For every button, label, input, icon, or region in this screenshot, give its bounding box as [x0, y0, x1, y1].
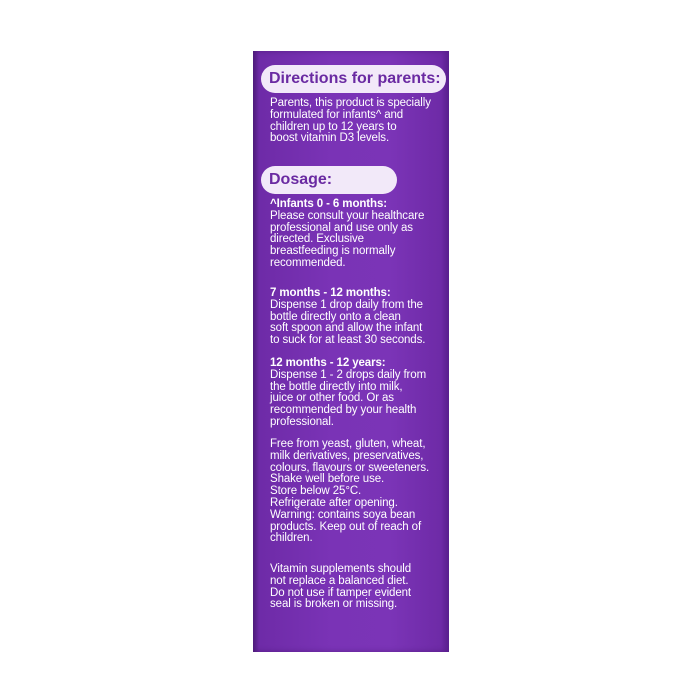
vitamin-warning-line: seal is broken or missing. — [270, 598, 398, 611]
infants-line: Please consult your healthcare — [270, 209, 425, 222]
twelve-months-to-years-heading: 12 months - 12 years: — [270, 357, 386, 369]
intro-line: children up to 12 years to — [270, 120, 397, 133]
panel-left-edge — [253, 51, 259, 652]
seven-to-twelve-months-line: Dispense 1 drop daily from the — [270, 298, 423, 311]
directions-heading: Directions for parents: — [261, 65, 446, 93]
intro-line: formulated for infants^ and — [270, 108, 404, 121]
free-from-line: Shake well before use. — [270, 473, 385, 486]
vitamin-warning-line: not replace a balanced diet. — [270, 574, 409, 587]
twelve-months-to-years-line: the bottle directly into milk, — [270, 380, 403, 393]
seven-to-twelve-months-line: to suck for at least 30 seconds. — [270, 334, 426, 347]
infants-dosage-section — [270, 199, 448, 270]
vitamin-warning-line: Vitamin supplements should — [270, 563, 412, 575]
seven-to-twelve-months-heading: 7 months - 12 months: — [270, 287, 391, 299]
infants-line: directed. Exclusive — [270, 233, 364, 246]
free-from-line: children. — [270, 532, 313, 545]
twelve-months-to-years-line: professional. — [270, 415, 334, 428]
directions-intro-text — [270, 98, 448, 145]
dosage-heading: Dosage: — [261, 166, 397, 194]
free-from-and-storage-section — [270, 439, 448, 545]
free-from-line: milk derivatives, preservatives, — [270, 449, 424, 462]
free-from-line: Refrigerate after opening. — [270, 496, 398, 509]
infants-line: recommended. — [270, 256, 346, 269]
twelve-months-to-years-line: juice or other food. Or as — [270, 392, 394, 405]
free-from-line: colours, flavours or sweeteners. — [270, 461, 430, 474]
seven-to-twelve-months-section — [270, 288, 448, 347]
intro-line: Parents, this product is specially — [270, 97, 431, 109]
vitamin-warning-section — [270, 564, 448, 611]
infants-heading: ^Infants 0 - 6 months: — [270, 198, 387, 210]
twelve-months-to-years-section — [270, 358, 448, 429]
free-from-line: Free from yeast, gluten, wheat, — [270, 438, 426, 450]
free-from-line: Warning: contains soya bean — [270, 508, 416, 521]
infants-line: professional and use only as — [270, 221, 413, 234]
free-from-line: products. Keep out of reach of — [270, 520, 422, 533]
infants-line: breastfeeding is normally — [270, 245, 396, 258]
seven-to-twelve-months-line: soft spoon and allow the infant — [270, 322, 423, 335]
twelve-months-to-years-line: recommended by your health — [270, 404, 417, 417]
twelve-months-to-years-line: Dispense 1 - 2 drops daily from — [270, 368, 427, 381]
intro-line: boost vitamin D3 levels. — [270, 132, 390, 145]
seven-to-twelve-months-line: bottle directly onto a clean — [270, 310, 401, 323]
vitamin-warning-line: Do not use if tamper evident — [270, 586, 412, 599]
free-from-line: Store below 25°C. — [270, 485, 362, 498]
